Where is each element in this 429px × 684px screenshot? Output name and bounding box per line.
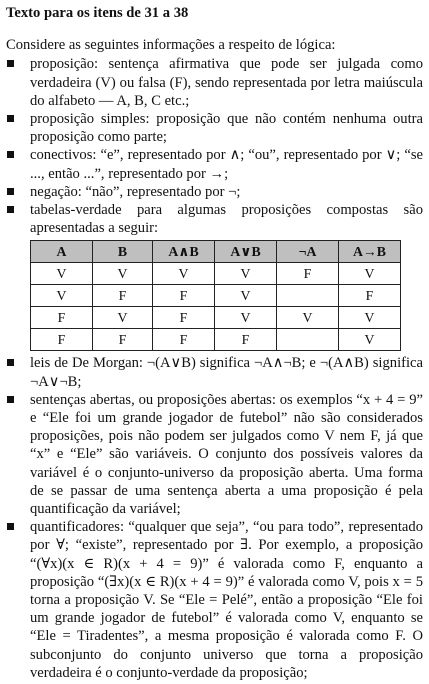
header-a-implies-b: A→B (339, 241, 401, 263)
list-item-negacao: negação: “não”, representado por ¬; (6, 183, 423, 201)
table-cell: F (31, 329, 93, 351)
header-a: A (31, 241, 93, 263)
table-cell: V (31, 285, 93, 307)
header-a-and-b: A∧B (153, 241, 215, 263)
list-item-sentencas-abertas: sentenças abertas, ou proposições abertas: os exemplos “x + 4 = 9” e “Ele foi um grande jogador de futebol” não são considerados proposições, pois não podem ser julgados como V nem F, já que “x” e “Ele” são variáveis. O conjunto dos possíveis valores da variável é o conjunto-universo da proposição aberta. Uma forma de se passar de uma sentença aberta a uma proposição é pela quantificação da variável; (6, 391, 423, 518)
table-cell: V (215, 285, 277, 307)
list-item-proposicao-simples: proposição simples: proposição que não contém nenhuma outra proposição como parte; (6, 110, 423, 146)
header-a-or-b: A∨B (215, 241, 277, 263)
table-cell: V (153, 263, 215, 285)
header-not-a: ¬A (277, 241, 339, 263)
intro-text: Considere as seguintes informações a respeito de lógica: (6, 37, 336, 54)
table-cell: F (339, 285, 401, 307)
tabelas-verdade-text: tabelas-verdade para algumas proposições compostas são apresentadas a seguir: (30, 202, 423, 237)
table-cell: V (31, 263, 93, 285)
list-item-proposicao: proposição: sentença afirmativa que pode ser julgada como verdadeira (V) ou falsa (F), sendo representada por letra maiúscula do alfabeto — A, B, C etc.; (6, 55, 423, 110)
definitions-list-continued (6, 354, 423, 682)
table-cell: F (153, 307, 215, 329)
table-row (31, 263, 401, 285)
section-title: Texto para os itens de 31 a 38 (6, 5, 189, 21)
header-b: B (93, 241, 153, 263)
truth-table (30, 240, 401, 351)
table-cell (277, 285, 339, 307)
table-row (31, 329, 401, 351)
list-item-tabelas-verdade (6, 201, 423, 237)
table-cell: F (93, 285, 153, 307)
table-cell: F (215, 329, 277, 351)
table-cell: V (339, 263, 401, 285)
table-cell: V (215, 307, 277, 329)
table-cell: F (31, 307, 93, 329)
table-cell (277, 329, 339, 351)
table-cell: V (339, 307, 401, 329)
list-item-de-morgan: leis de De Morgan: ¬(A∨B) significa ¬A∧¬B; e ¬(A∧B) significa ¬A∨¬B; (6, 354, 423, 390)
table-cell: V (215, 263, 277, 285)
truth-table-header-row (31, 241, 401, 263)
table-cell: V (339, 329, 401, 351)
table-cell: V (93, 263, 153, 285)
definitions-list (6, 55, 423, 237)
table-cell: F (153, 329, 215, 351)
table-cell: F (93, 329, 153, 351)
table-row (31, 307, 401, 329)
table-cell: V (93, 307, 153, 329)
table-cell: F (153, 285, 215, 307)
table-cell: V (277, 307, 339, 329)
list-item-quantificadores: quantificadores: “qualquer que seja”, “ou para todo”, representado por ∀; “existe”, representado por ∃. Por exemplo, a proposição “(∀x)(x ∈ R)(x + 4 = 9)” é valorada como F, enquanto a proposição “(∃x)(x ∈ R)(x + 4 = 9)” é valorada como V, pois x = 5 torna a proposição V. Se “Ele = Pelé”, então a proposição “Ele foi um grande jogador de futebol” é valorada como V, enquanto se “Ele = Tiradentes”, a mesma proposição é valorada como F. O subconjunto do conjunto universo que torna a proposição verdadeira é o conjunto-verdade da proposição; (6, 518, 423, 682)
table-row (31, 285, 401, 307)
list-item-conectivos: conectivos: “e”, representado por ∧; “ou”, representado por ∨; “se ..., então ...”, representado por →; (6, 146, 423, 182)
table-cell: F (277, 263, 339, 285)
